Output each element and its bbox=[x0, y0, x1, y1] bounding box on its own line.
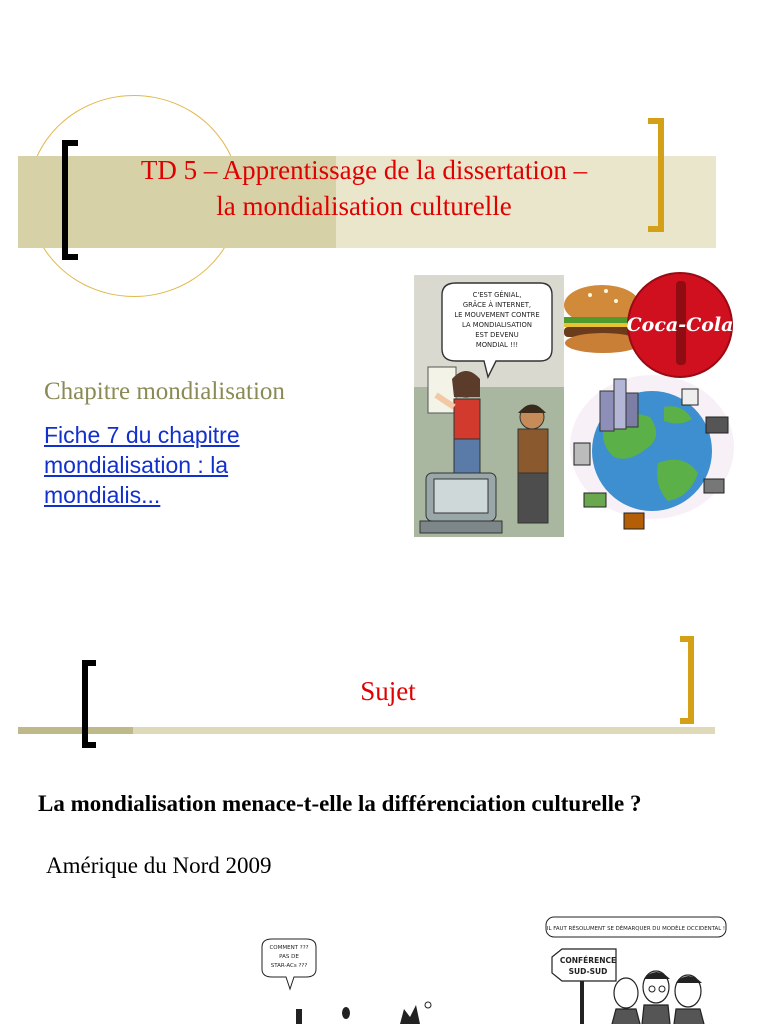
left-bubble-line-2: PAS DE bbox=[279, 954, 299, 960]
slide1-title bbox=[80, 152, 648, 224]
dissertation-question: La mondialisation menace-t-elle la différenciation culturelle ? bbox=[38, 791, 642, 816]
coca-cola-text: Coca-Cola bbox=[626, 314, 734, 336]
bottom-cartoon bbox=[0, 905, 768, 1024]
sign-line-1: CONFÉRENCE bbox=[559, 956, 617, 965]
globalization-illustration bbox=[414, 267, 736, 537]
slide2-title: Sujet bbox=[360, 676, 416, 706]
bubble-line-4: LA MONDIALISATION bbox=[462, 321, 532, 329]
right-bubble-text: IL FAUT RÉSOLUMENT SE DÉMARQUER DU MODÈLE OCCIDENTAL ! bbox=[546, 926, 726, 932]
left-bracket-2 bbox=[82, 660, 96, 748]
left-speech-bubble bbox=[262, 939, 316, 989]
chapitre-label: Chapitre mondialisation bbox=[44, 378, 285, 405]
bubble-line-2: GRÂCE À INTERNET, bbox=[462, 301, 532, 309]
right-speech-bubble bbox=[546, 917, 726, 937]
left-bubble-line-3: STAR-ACs ??? bbox=[270, 963, 308, 969]
fiche-link[interactable]: Fiche 7 du chapitre mondialisation : la mondialis... bbox=[44, 422, 240, 508]
bubble-line-5: EST DEVENU bbox=[475, 331, 519, 339]
bubble-line-3: LE MOUVEMENT CONTRE bbox=[454, 311, 540, 319]
left-bracket bbox=[62, 140, 78, 260]
sign-line-2: SUD-SUD bbox=[568, 967, 608, 976]
coca-cola-logo bbox=[627, 273, 734, 377]
bubble-line-6: MONDIAL !!! bbox=[475, 341, 519, 349]
slide1-title-line1: TD 5 – Apprentissage de la dissertation – bbox=[140, 155, 588, 185]
conference-sign bbox=[552, 949, 616, 1024]
bubble-line-1: C'EST GÉNIAL, bbox=[472, 291, 522, 299]
title2-band-dark bbox=[18, 727, 133, 734]
right-bracket-2 bbox=[680, 636, 694, 724]
exam-source: Amérique du Nord 2009 bbox=[46, 853, 272, 878]
title2-band-light bbox=[133, 727, 715, 734]
computer-icon bbox=[420, 473, 502, 533]
right-bracket bbox=[648, 118, 664, 232]
slide1-title-line2: la mondialisation culturelle bbox=[216, 191, 512, 221]
left-bubble-line-1: COMMENT ??? bbox=[269, 945, 309, 951]
